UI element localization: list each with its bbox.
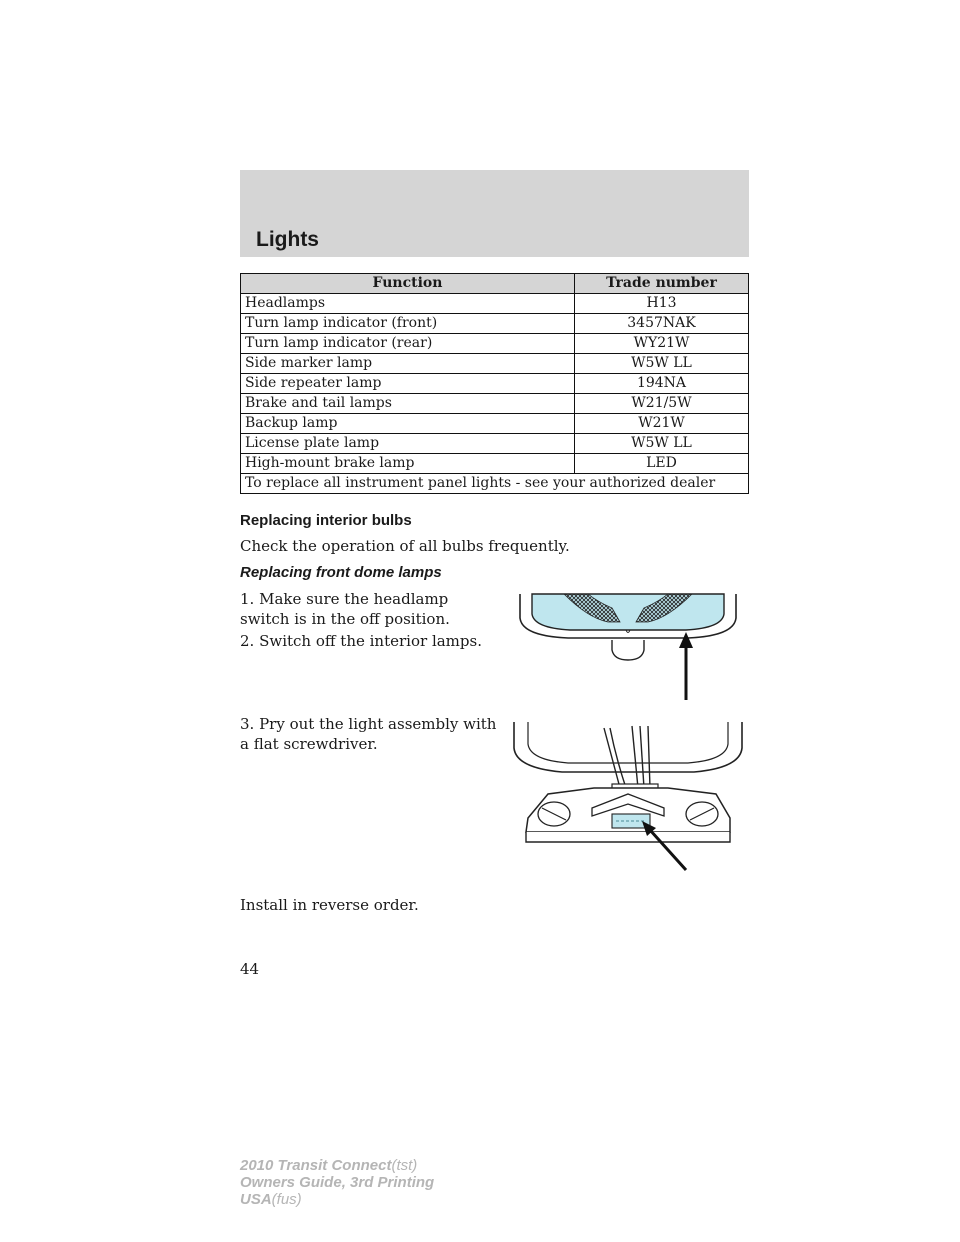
section-heading: Replacing interior bulbs [240, 512, 412, 529]
closing-instruction: Install in reverse order. [240, 896, 419, 914]
intro-paragraph: Check the operation of all bulbs frequently. [240, 537, 570, 555]
light-assembly-illustration [508, 718, 748, 874]
function-cell: License plate lamp [241, 434, 575, 454]
table-row [241, 434, 749, 454]
bulb-table [240, 273, 749, 494]
table-header-row [241, 274, 749, 294]
print-footer [240, 1157, 434, 1208]
table-row [241, 454, 749, 474]
table-note: To replace all instrument panel lights - see your authorized dealer [241, 474, 749, 494]
table-row [241, 374, 749, 394]
table-row [241, 334, 749, 354]
step-3-text: 3. Pry out the light assembly with a flat screwdriver. [240, 715, 497, 753]
step-1-text: 1. Make sure the headlamp switch is in the off position. [240, 590, 450, 628]
footer-model: 2010 Transit Connect [240, 1157, 392, 1174]
trade-number-cell: W21/5W [575, 394, 749, 414]
footer-line-2: Owners Guide, 3rd Printing [240, 1174, 435, 1191]
table-row [241, 294, 749, 314]
step-2-text: 2. Switch off the interior lamps. [240, 632, 482, 650]
trade-number-cell: LED [575, 454, 749, 474]
function-cell: Headlamps [241, 294, 575, 314]
function-cell: Brake and tail lamps [241, 394, 575, 414]
footer-line-3 [240, 1191, 434, 1208]
table-row [241, 394, 749, 414]
footer-model-code: (tst) [391, 1157, 418, 1174]
subsection-heading: Replacing front dome lamps [240, 564, 442, 581]
trade-number-cell: W5W LL [575, 354, 749, 374]
function-cell: Turn lamp indicator (front) [241, 314, 575, 334]
trade-number-cell: 3457NAK [575, 314, 749, 334]
dome-lamp-illustration [508, 588, 748, 706]
table-note-row [241, 474, 749, 494]
function-cell: Turn lamp indicator (rear) [241, 334, 575, 354]
table-row [241, 414, 749, 434]
trade-number-cell: W5W LL [575, 434, 749, 454]
table-row [241, 314, 749, 334]
trade-number-cell: W21W [575, 414, 749, 434]
page-number: 44 [240, 960, 260, 978]
footer-market-code: (fus) [271, 1191, 302, 1208]
trade-number-cell: H13 [575, 294, 749, 314]
footer-line-1 [240, 1157, 434, 1174]
function-cell: Side repeater lamp [241, 374, 575, 394]
lens-shape [532, 594, 724, 630]
page-section-title: Lights [256, 228, 319, 251]
function-cell: High-mount brake lamp [241, 454, 575, 474]
column-header-trade-number: Trade number [575, 274, 749, 294]
trade-number-cell: 194NA [575, 374, 749, 394]
function-cell: Backup lamp [241, 414, 575, 434]
footer-market: USA [240, 1191, 272, 1208]
function-cell: Side marker lamp [241, 354, 575, 374]
trade-number-cell: WY21W [575, 334, 749, 354]
table-row [241, 354, 749, 374]
column-header-function: Function [241, 274, 575, 294]
